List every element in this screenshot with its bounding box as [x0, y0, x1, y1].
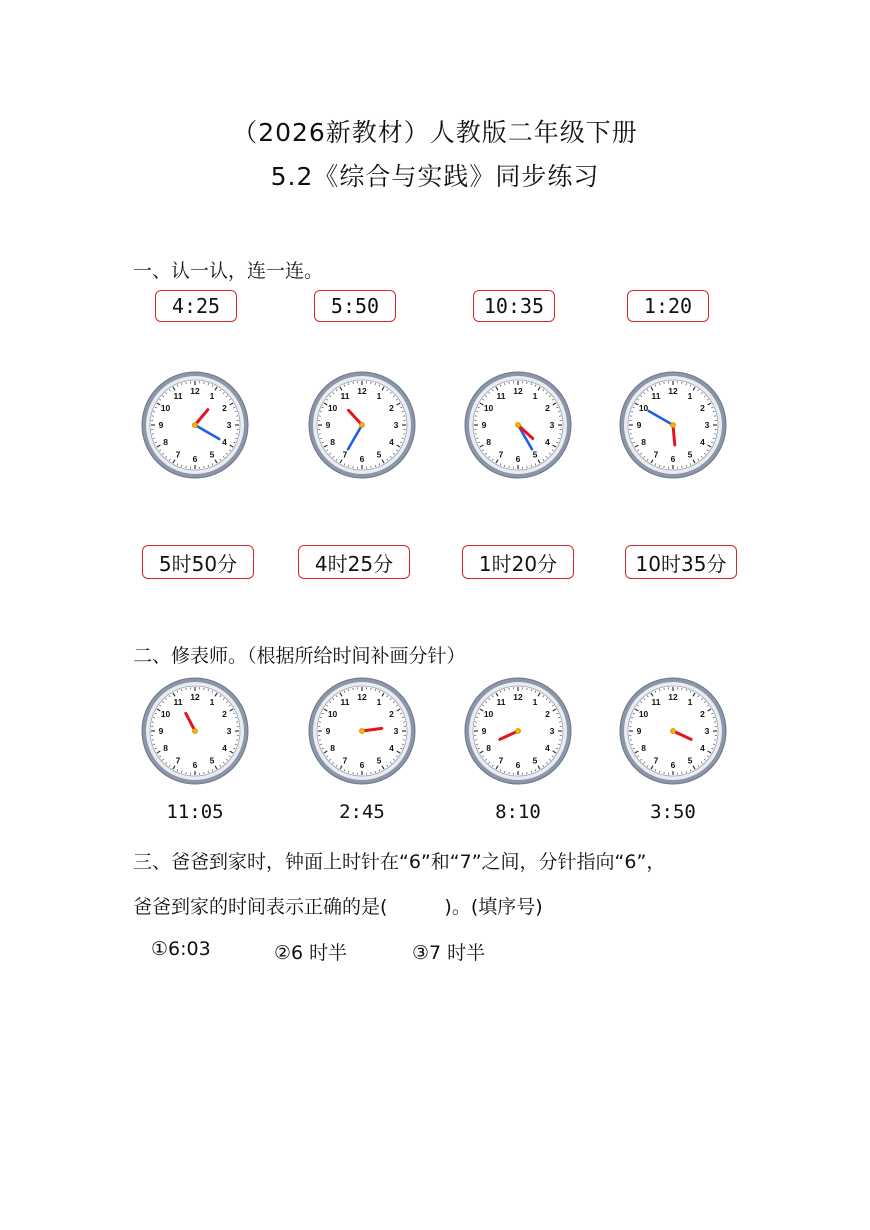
clock-numeral: 7 [342, 755, 348, 766]
clock-numeral: 10 [327, 709, 338, 720]
clock-numeral: 6 [670, 760, 676, 771]
time-box-bottom-1[interactable]: 5时50分 [142, 545, 254, 579]
clock-center-pin [192, 422, 197, 427]
clock-numeral: 5 [532, 755, 538, 766]
time-box-top-4[interactable]: 1:20 [627, 290, 709, 322]
clock-numeral: 2 [700, 403, 705, 414]
clock-numeral: 12 [190, 692, 200, 703]
clock-numeral: 4 [389, 437, 394, 448]
clock-center-pin [515, 728, 520, 733]
clock-numeral: 3 [226, 726, 232, 737]
clock-q1-4 [618, 370, 728, 480]
clock-q1-2 [307, 370, 417, 480]
clock-numeral: 11 [496, 696, 506, 707]
clock-numeral: 12 [513, 386, 523, 397]
clock-center-pin [670, 422, 675, 427]
time-box-top-1[interactable]: 4:25 [155, 290, 237, 322]
clock-numeral: 5 [532, 449, 538, 460]
clock-numeral: 1 [532, 696, 538, 707]
clock-numeral: 6 [515, 760, 521, 771]
title-line-1: （2026新教材）人教版二年级下册 [232, 118, 638, 147]
clock-numeral: 7 [653, 755, 659, 766]
clock-numeral: 8 [163, 743, 168, 754]
clock-numeral: 5 [687, 449, 693, 460]
clock-numeral: 11 [340, 390, 350, 401]
clock-numeral: 11 [173, 696, 183, 707]
clock-numeral: 9 [481, 726, 487, 737]
clock-numeral: 10 [483, 709, 494, 720]
clock-numeral: 3 [226, 420, 232, 431]
clock-numeral: 7 [175, 755, 181, 766]
clock-q2-1[interactable] [140, 676, 250, 786]
clock-numeral: 5 [376, 755, 382, 766]
clock-numeral: 3 [704, 726, 710, 737]
clock-numeral: 4 [700, 437, 705, 448]
clock-label-3: 8:10 [495, 801, 541, 823]
clock-numeral: 10 [327, 403, 338, 414]
clock-numeral: 10 [638, 709, 649, 720]
clock-numeral: 1 [687, 696, 693, 707]
clock-center-pin [192, 728, 197, 733]
clock-numeral: 8 [486, 437, 491, 448]
clock-numeral: 1 [376, 390, 382, 401]
time-box-top-2[interactable]: 5:50 [314, 290, 396, 322]
clock-numeral: 3 [704, 420, 710, 431]
clock-numeral: 5 [209, 449, 215, 460]
clock-numeral: 2 [222, 403, 227, 414]
title-line-2: 5.2《综合与实践》同步练习 [270, 162, 600, 191]
option-1[interactable]: ①6:03 [151, 938, 211, 960]
q3-line-1: 三、爸爸到家时，钟面上时针在“6”和“7”之间，分针指向“6”， [133, 851, 666, 873]
clock-numeral: 11 [651, 390, 661, 401]
clock-numeral: 1 [376, 696, 382, 707]
clock-numeral: 12 [668, 386, 678, 397]
clock-numeral: 4 [545, 437, 550, 448]
clock-center-pin [670, 728, 675, 733]
clock-numeral: 5 [209, 755, 215, 766]
clock-numeral: 6 [359, 454, 365, 465]
clock-numeral: 12 [357, 386, 367, 397]
clock-numeral: 10 [160, 403, 171, 414]
clock-numeral: 7 [653, 449, 659, 460]
clock-numeral: 4 [545, 743, 550, 754]
clock-numeral: 8 [641, 437, 646, 448]
clock-center-pin [359, 422, 364, 427]
clock-numeral: 3 [393, 420, 399, 431]
clock-numeral: 8 [330, 743, 335, 754]
clock-numeral: 12 [513, 692, 523, 703]
option-2[interactable]: ②6 时半 [274, 942, 348, 964]
clock-numeral: 5 [376, 449, 382, 460]
clock-numeral: 9 [158, 726, 164, 737]
option-3[interactable]: ③7 时半 [412, 942, 486, 964]
clock-numeral: 9 [636, 726, 642, 737]
clock-center-pin [515, 422, 520, 427]
clock-q2-2[interactable] [307, 676, 417, 786]
clock-q1-1 [140, 370, 250, 480]
clock-numeral: 2 [389, 403, 394, 414]
clock-numeral: 10 [160, 709, 171, 720]
clock-numeral: 2 [700, 709, 705, 720]
clock-numeral: 11 [340, 696, 350, 707]
q2-heading: 二、修表师。（根据所给时间补画分针） [133, 645, 466, 667]
clock-numeral: 12 [190, 386, 200, 397]
clock-numeral: 5 [687, 755, 693, 766]
clock-q1-3 [463, 370, 573, 480]
time-box-bottom-4[interactable]: 10时35分 [625, 545, 737, 579]
clock-numeral: 4 [222, 437, 227, 448]
clock-numeral: 4 [389, 743, 394, 754]
clock-numeral: 12 [668, 692, 678, 703]
q1-heading: 一、认一认，连一连。 [133, 260, 324, 282]
clock-numeral: 8 [486, 743, 491, 754]
clock-numeral: 7 [498, 449, 504, 460]
time-box-top-3[interactable]: 10:35 [473, 290, 555, 322]
clock-numeral: 3 [549, 726, 555, 737]
clock-numeral: 1 [209, 390, 215, 401]
hour-hand [673, 425, 675, 445]
clock-numeral: 1 [532, 390, 538, 401]
clock-numeral: 9 [636, 420, 642, 431]
clock-numeral: 4 [700, 743, 705, 754]
clock-numeral: 11 [173, 390, 183, 401]
clock-numeral: 2 [389, 709, 394, 720]
clock-numeral: 1 [209, 696, 215, 707]
clock-numeral: 9 [481, 420, 487, 431]
clock-label-2: 2:45 [339, 801, 385, 823]
clock-label-4: 3:50 [650, 801, 696, 823]
clock-numeral: 12 [357, 692, 367, 703]
clock-numeral: 10 [483, 403, 494, 414]
clock-q2-4[interactable] [618, 676, 728, 786]
clock-numeral: 7 [498, 755, 504, 766]
clock-numeral: 2 [545, 709, 550, 720]
clock-numeral: 9 [325, 726, 331, 737]
clock-numeral: 9 [325, 420, 331, 431]
clock-numeral: 6 [192, 454, 198, 465]
clock-numeral: 2 [545, 403, 550, 414]
clock-q2-3[interactable] [463, 676, 573, 786]
clock-numeral: 11 [496, 390, 506, 401]
q3-line-2: 爸爸到家的时间表示正确的是( )。(填序号) [133, 896, 543, 918]
clock-numeral: 6 [359, 760, 365, 771]
clock-numeral: 6 [192, 760, 198, 771]
clock-numeral: 10 [638, 403, 649, 414]
clock-numeral: 9 [158, 420, 164, 431]
clock-numeral: 2 [222, 709, 227, 720]
time-box-bottom-2[interactable]: 4时25分 [298, 545, 410, 579]
time-box-bottom-3[interactable]: 1时20分 [462, 545, 574, 579]
clock-numeral: 8 [163, 437, 168, 448]
clock-numeral: 4 [222, 743, 227, 754]
clock-numeral: 6 [670, 454, 676, 465]
clock-label-1: 11:05 [166, 801, 224, 823]
clock-center-pin [359, 728, 364, 733]
clock-numeral: 6 [515, 454, 521, 465]
clock-numeral: 3 [393, 726, 399, 737]
clock-numeral: 3 [549, 420, 555, 431]
clock-numeral: 1 [687, 390, 693, 401]
clock-numeral: 8 [641, 743, 646, 754]
clock-numeral: 8 [330, 437, 335, 448]
clock-numeral: 7 [342, 449, 348, 460]
clock-numeral: 7 [175, 449, 181, 460]
clock-numeral: 11 [651, 696, 661, 707]
